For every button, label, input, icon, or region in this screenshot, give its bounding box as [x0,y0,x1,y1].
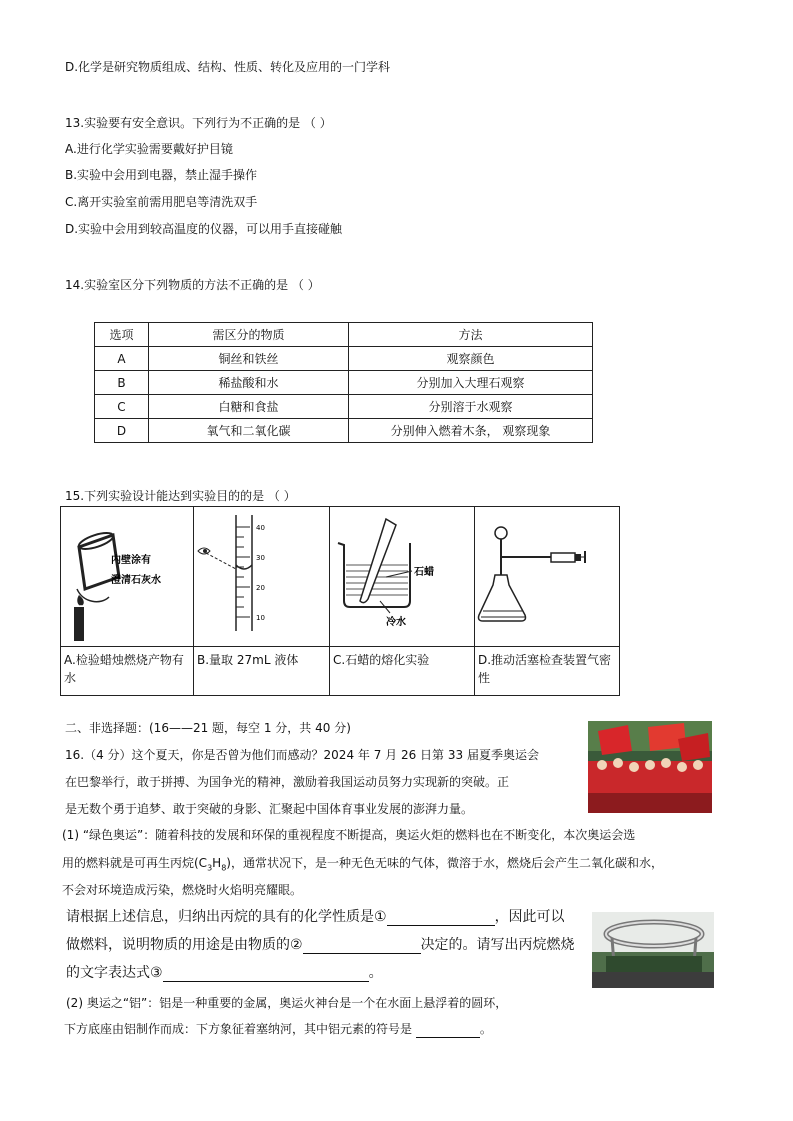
q15-figure-table [60,506,620,696]
fig-c-label-1: 石蜡 [414,567,434,578]
caption-a: A.检验蜡烛燃烧产物有水 [61,647,194,696]
caption-d: D.推动活塞检查装置气密性 [475,647,620,696]
q16-part2-line-1: (2) 奥运之“铝”：铝是一种重要的金属，奥运火神台是一个在水面上悬浮着的圆环， [66,996,508,1010]
q13-option-b: B.实验中会用到电器，禁止湿手操作 [65,168,258,182]
q13-option-d: D.实验中会用到较高温度的仪器，可以用手直接碰触 [65,222,343,236]
q16-question-3 [66,964,383,982]
olympic-cauldron-photo [592,912,714,988]
beaker-over-candle-diagram [61,507,193,643]
answer-blank-1[interactable] [387,911,495,926]
table-header-row [95,323,593,347]
q12-option-d: D.化学是研究物质组成、结构、性质、转化及应用的一门学科 [65,60,391,74]
table-header-cell: 选项 [95,323,149,347]
q14-stem: 14.实验室区分下列物质的方法不正确的是 （ ） [65,278,320,292]
table-cell: 分别加入大理石观察 [349,371,593,395]
table-row [95,395,593,419]
figure-a-cell [61,507,194,647]
text-span: 用的燃料就是可再生丙烷(C [62,856,208,870]
q16-question-1 [66,908,565,926]
tick-label: 30 [256,554,265,562]
answer-blank-4[interactable] [416,1023,480,1038]
table-row [95,347,593,371]
table-cell: 铜丝和铁丝 [149,347,349,371]
olympic-team-photo [588,721,712,813]
tick-label: 10 [256,614,265,622]
caption-c: C.石蜡的熔化实验 [330,647,475,696]
q16-question-2 [66,936,575,954]
fig-c-label-2: 冷水 [386,617,406,628]
answer-blank-2[interactable] [303,939,421,954]
text-span: 。 [368,965,383,981]
table-cell: 白糖和食盐 [149,395,349,419]
table-cell: D [95,419,149,443]
candle-icon [74,607,84,641]
table-header-cell: 需区分的物质 [149,323,349,347]
q16-line-3: 是无数个勇于追梦、敢于突破的身影、汇聚起中国体育事业发展的澎湃力量。 [65,802,474,816]
table-cell: B [95,371,149,395]
q14-table [94,322,593,443]
text-span: H [212,856,222,870]
tick-label: 20 [256,584,265,592]
table-cell: 稀盐酸和水 [149,371,349,395]
text-span: 下方底座由铝制作而成：下方象征着塞纳河，其中铝元素的符号是 [64,1022,416,1036]
tick-label: 40 [256,524,265,532]
q13-stem: 13.实验要有安全意识。下列行为不正确的是 （ ） [65,116,332,130]
q16-line-1: 16.（4 分）这个夏天，你是否曾为他们而感动？2024 年 7 月 26 日第 33 届夏季奥运会 [65,748,539,762]
q16-part1-line-3: 不会对环境造成污染，燃烧时火焰明亮耀眼。 [62,883,303,897]
table-cell: 观察颜色 [349,347,593,371]
text-span: 请根据上述信息，归纳出丙烷的具有的化学性质是① [66,909,387,925]
text-span: ，因此可以 [494,909,565,925]
figure-b-cell [194,507,330,647]
subscript: 8 [221,863,227,873]
caption-b: B.量取 27mL 液体 [194,647,330,696]
fig-a-label-2: 澄清石灰水 [111,575,161,586]
flask-syringe-diagram [475,507,619,643]
fig-a-label-1: 内壁涂有 [111,555,151,566]
text-span: 的文字表达式③ [66,965,163,981]
graduated-cylinder-diagram [194,507,329,643]
table-cell: A [95,347,149,371]
q16-line-2: 在巴黎举行，敢于拼搏、为国争光的精神，激励着我国运动员努力实现新的突破。正 [65,775,510,789]
q13-option-a: A.进行化学实验需要戴好护目镜 [65,142,233,156]
answer-blank-3[interactable] [163,967,369,982]
text-span: 决定的。请写出丙烷燃烧 [420,937,575,953]
section-title: 二、非选择题：(16——21 题，每空 1 分，共 40 分) [65,721,351,735]
table-header-cell: 方法 [349,323,593,347]
table-cell: C [95,395,149,419]
table-cell: 氧气和二氧化碳 [149,419,349,443]
text-span: 做燃料，说明物质的用途是由物质的② [66,937,303,953]
table-row [95,419,593,443]
text-span: )，通常状况下，是一种无色无味的气体，微溶于水，燃烧后会产生二氧化碳和水， [226,856,663,870]
q16-part1-line-1: (1) “绿色奥运”：随着科技的发展和环保的重视程度不断提高，奥运火炬的燃料也在不断变化，本次奥运会选 [62,828,636,842]
table-cell: 分别溶于水观察 [349,395,593,419]
figure-d-cell [475,507,620,647]
q16-part1-line-2 [62,854,663,877]
table-cell: 分别伸入燃着木条， 观察现象 [349,419,593,443]
subscript: 3 [207,863,213,873]
q13-option-c: C.离开实验室前需用肥皂等清洗双手 [65,195,258,209]
text-span: 。 [479,1022,492,1036]
q15-stem: 15.下列实验设计能达到实验目的的是 （ ） [65,489,296,503]
beaker-test-tube-diagram [330,507,474,643]
table-row [95,371,593,395]
q16-part2-line-2 [64,1020,492,1038]
figure-c-cell [330,507,475,647]
